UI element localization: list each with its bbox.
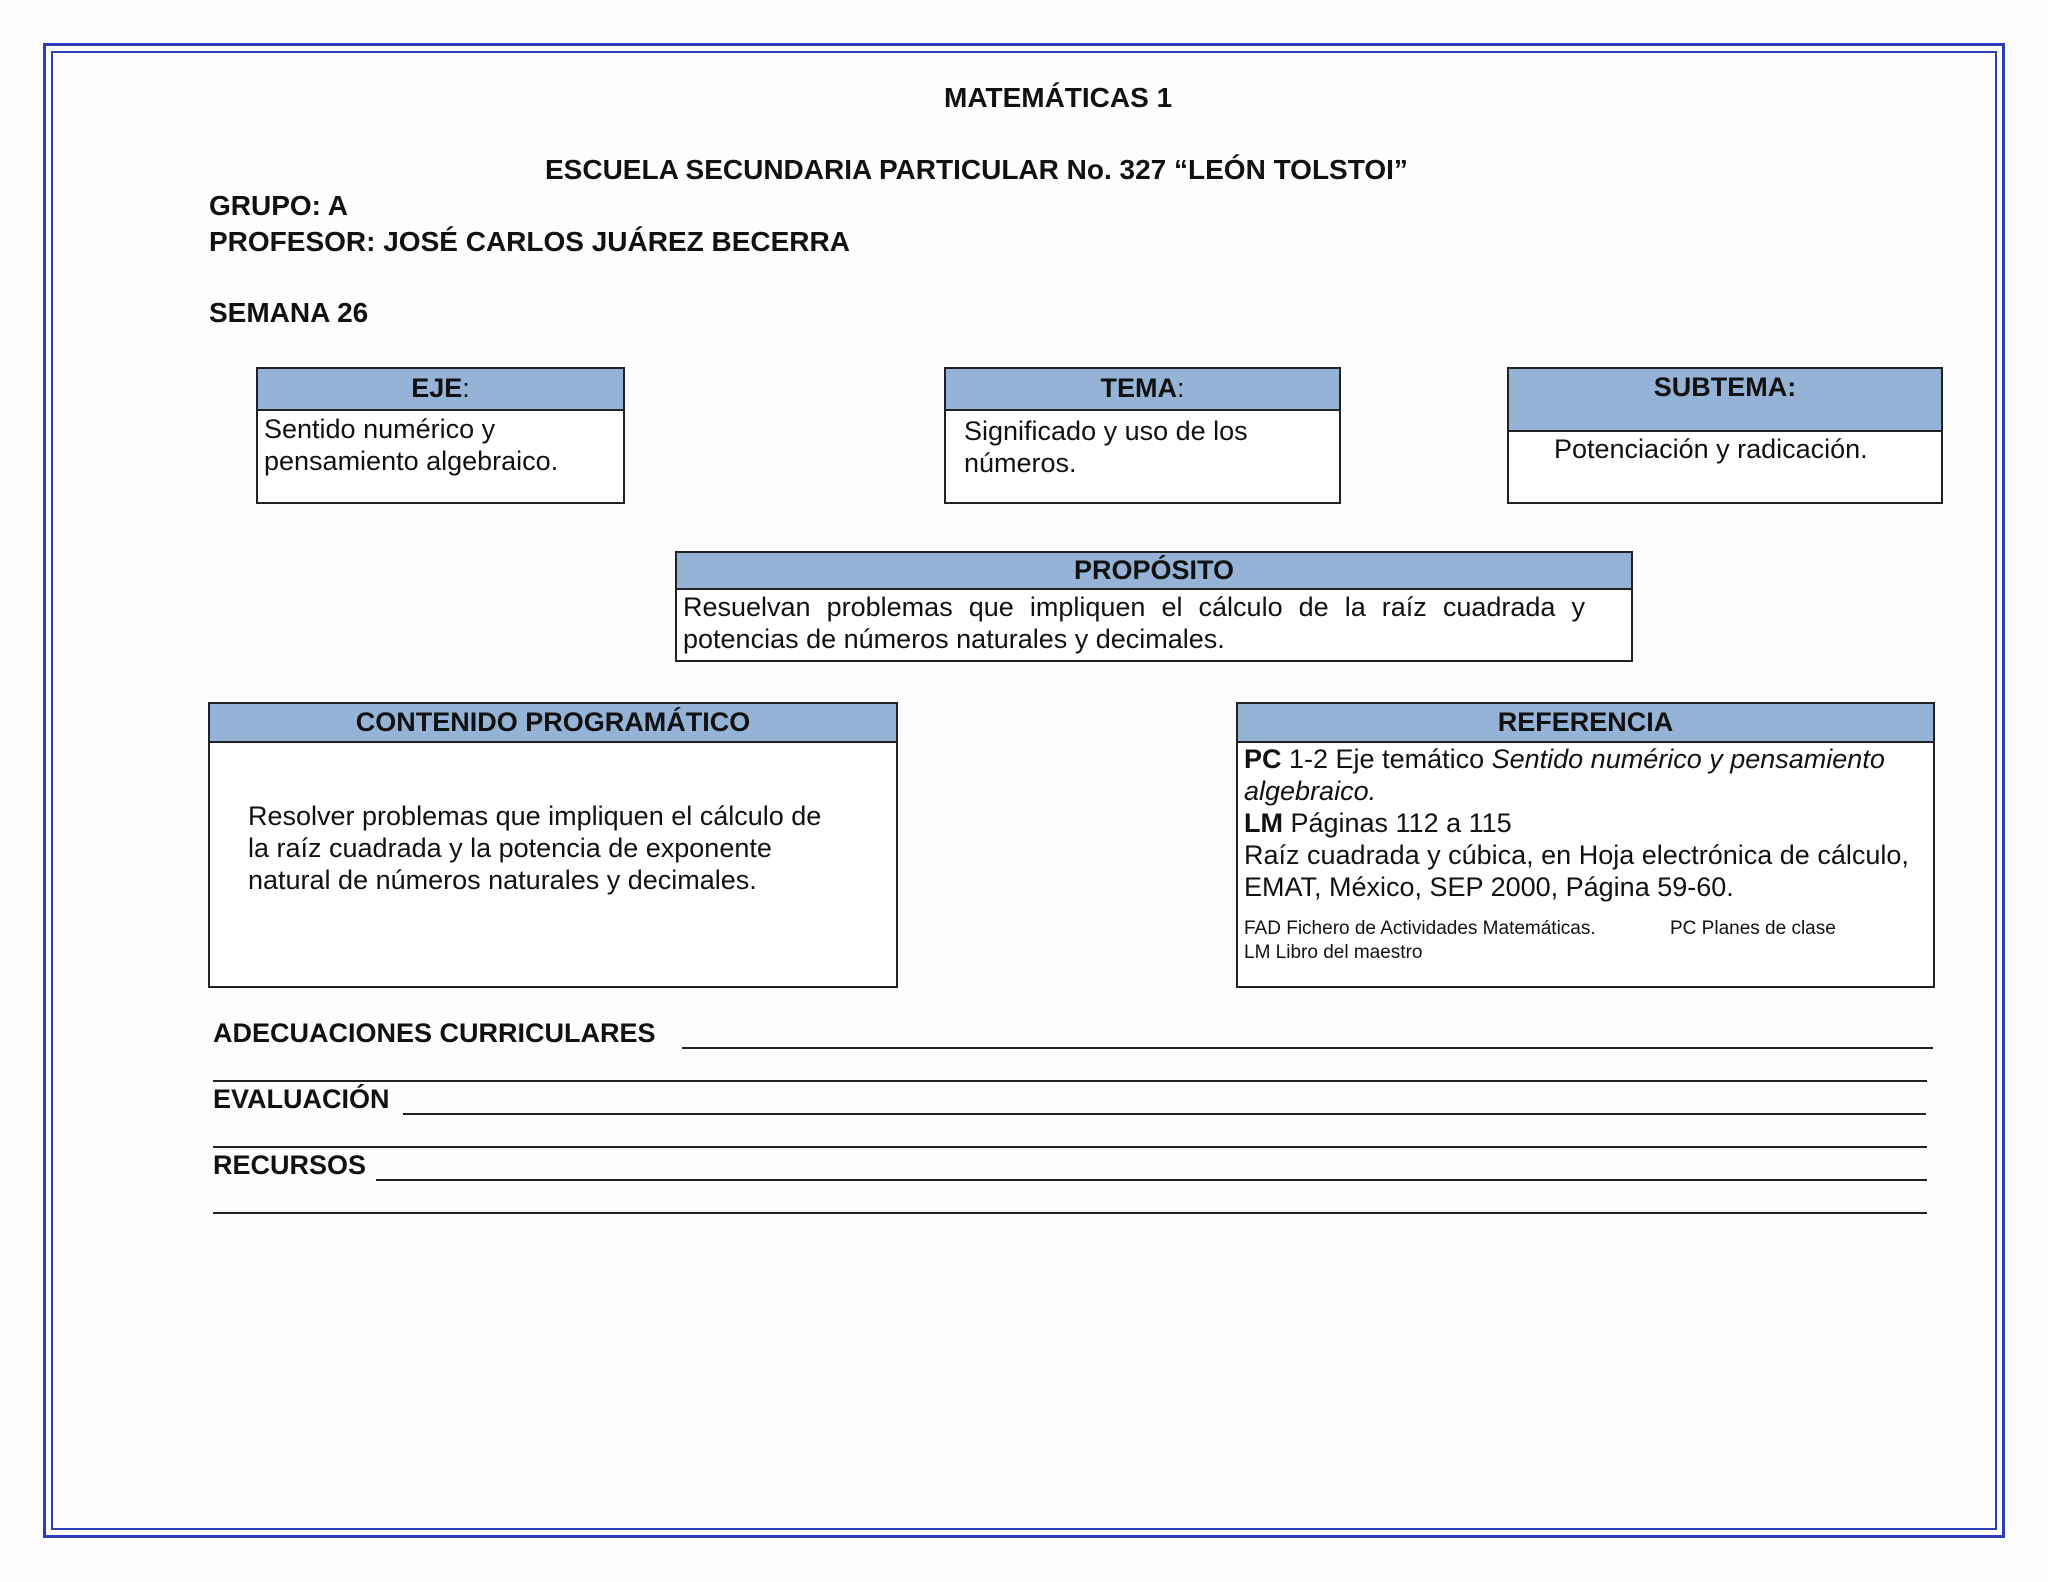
contenido-text: Resolver problemas que impliquen el cálculo de la raíz cuadrada y la potencia de exponente natural de números naturales y decimales. xyxy=(248,801,822,895)
legend-lm: LM Libro del maestro xyxy=(1244,942,1423,963)
legend-fad: FAD Fichero de Actividades Matemáticas. xyxy=(1244,918,1596,939)
referencia-body xyxy=(1238,743,1933,965)
subtema-header: SUBTEMA: xyxy=(1509,369,1941,432)
school-name: ESCUELA SECUNDARIA PARTICULAR No. 327 “LEÓN TOLSTOI” xyxy=(545,154,1408,185)
blank-line-2 xyxy=(213,1146,1927,1148)
adecuaciones-line xyxy=(682,1047,1933,1049)
contenido-box xyxy=(208,702,898,988)
tema-text: Significado y uso de los números. xyxy=(964,416,1248,478)
week-label: SEMANA 26 xyxy=(209,297,369,328)
blank-line-3 xyxy=(213,1212,1927,1214)
contenido-header: CONTENIDO PROGRAMÁTICO xyxy=(210,704,896,743)
tema-header: TEMA: xyxy=(946,369,1339,411)
group-label: GRUPO: A xyxy=(209,190,348,221)
adecuaciones-label: ADECUACIONES CURRICULARES xyxy=(213,1018,656,1048)
blank-line-1 xyxy=(213,1080,1927,1082)
legend-pc: PC Planes de clase xyxy=(1670,918,1836,939)
referencia-header: REFERENCIA xyxy=(1238,704,1933,743)
recursos-label: RECURSOS xyxy=(213,1150,367,1180)
teacher-label: PROFESOR: JOSÉ CARLOS JUÁREZ BECERRA xyxy=(209,226,850,257)
tema-box xyxy=(944,367,1341,504)
referencia-pc: PC 1-2 Eje temático Sentido numérico y pensamiento algebraico. xyxy=(1244,744,1885,806)
eje-text: Sentido numérico y pensamiento algebraico. xyxy=(264,414,559,476)
proposito-text: Resuelvan problemas que impliquen el cálculo de la raíz cuadrada y potencias de números naturales y decimales. xyxy=(683,592,1585,654)
subtema-text: Potenciación y radicación. xyxy=(1554,434,1868,464)
subject-title: MATEMÁTICAS 1 xyxy=(944,82,1173,113)
proposito-box xyxy=(675,551,1633,662)
evaluacion-label: EVALUACIÓN xyxy=(213,1084,390,1114)
recursos-line xyxy=(376,1179,1927,1181)
referencia-extra: Raíz cuadrada y cúbica, en Hoja electrónica de cálculo, EMAT, México, SEP 2000, Página 59-60. xyxy=(1244,840,1909,902)
eje-box xyxy=(256,367,625,504)
referencia-lm: LM Páginas 112 a 115 xyxy=(1244,808,1512,838)
referencia-legend xyxy=(1244,917,1927,965)
eje-header: EJE: xyxy=(258,369,623,411)
evaluacion-line xyxy=(403,1113,1926,1115)
referencia-box xyxy=(1236,702,1935,988)
proposito-header: PROPÓSITO xyxy=(677,553,1631,590)
subtema-box xyxy=(1507,367,1943,504)
